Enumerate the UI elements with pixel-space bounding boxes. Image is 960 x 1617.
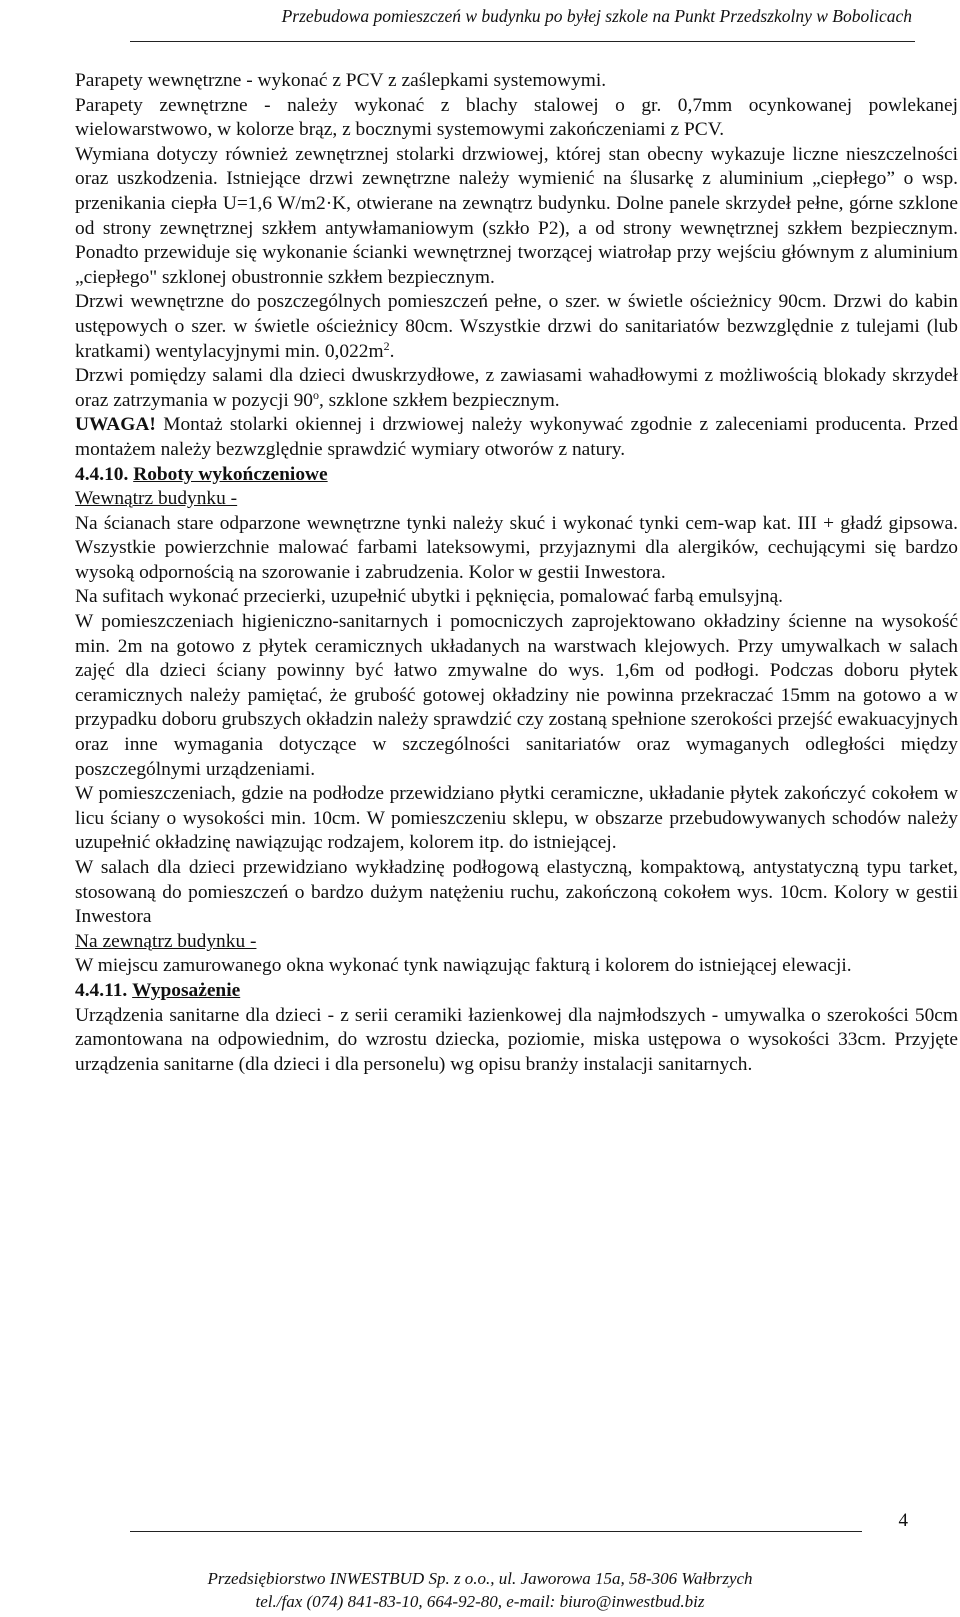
section-title: Roboty wykończeniowe — [133, 463, 328, 485]
section-title: Wyposażenie — [132, 979, 241, 1001]
paragraph-end: . — [389, 340, 395, 362]
paragraph-uwaga-text: Montaż stolarki okiennej i drzwiowej należy wykonywać zgodnie z zaleceniami producenta. Przed montażem należy bezwzględnie sprawdzić wymiary otworów z natury. — [75, 414, 958, 460]
paragraph-tynki: Na ścianach stare odparzone wewnętrzne tynki należy skuć i wykonać tynki cem-wap kat. III + gładź gipsowa. Wszystkie powierzchnie malować farbami lateksowymi, przyjaznymi dla alergików, cechującymi się bardzo wysoką odpornością na szorowanie i zabrudzenia. Kolor w gestii Inwestora. — [75, 512, 958, 583]
paragraph-drzwi-salami-text: Drzwi pomiędzy salami dla dzieci dwuskrzydłowe, z zawiasami wahadłowymi z możliwością blokady skrzydeł oraz zatrzymania w pozycji 90 — [75, 365, 958, 411]
paragraph-sufity: Na sufitach wykonać przecierki, uzupełnić ubytki i pęknięcia, pomalować farbą emulsyjną. — [75, 586, 784, 608]
paragraph-elewacja: W miejscu zamurowanego okna wykonać tynk nawiązując fakturą i kolorem do istniejącej elewacji. — [75, 955, 852, 977]
paragraph-stolarka-text: Wymiana dotyczy również zewnętrznej stolarki drzwiowej, której stan obecny wykazuje liczne nieszczelności oraz uszkodzenia. Istniejące drzwi zewnętrzne należy wymienić na ślusarkę z aluminium „ciepłego” o wsp. przenikania ciepła U=1,6 W/m2·K, otwierane na zewnątrz budynku. Dolne panele skrzydeł pełne, górne szklone od strony zewnętrznej szkłem antywłamaniowym (szkło P2), a od strony wewnętrznej szkłem bezpiecznym. Ponadto przewiduje się wykonanie ścianki wewnętrznej tworzącej wiatrołap przy wejściu głównym z aluminium „ciepłego" szklonej obustronnie szkłem bezpiecznym. — [75, 143, 958, 288]
page-header — [0, 0, 960, 40]
paragraph-drzwi-wewnetrzne — [75, 290, 958, 364]
paragraph-plytki-scienne: W pomieszczeniach higieniczno-sanitarnych i pomocniczych zaprojektowano okładziny ścienne na wysokość min. 2m na gotowo z płytek ceramicznych układanych na warstwach klejowych. Przy umywalkach w salach zajęć dla dzieci ściany powinny być łatwo zmywalne do wys. 1,6m od podłogi. Podczas doboru płytek ceramicznych należy pamiętać, że grubość gotowej okładziny nie powinna przekraczać 15mm na gotowo a w przypadku doboru grubszych okładzin należy sprawdzić czy zostaną spełnione szerokości przejść ewakuacyjnych oraz inne wymagania dotyczące w szczególności sanitariatów oraz wymaganych odległości między poszczególnymi urządzeniami. — [75, 611, 958, 780]
superscript-degree: o — [312, 387, 319, 402]
footer-rule — [130, 1531, 862, 1532]
paragraph-parapety-zewnetrzne: Parapety zewnętrzne - należy wykonać z blachy stalowej o gr. 0,7mm ocynkowanej powlekanej wielowarstwowo, w kolorze brąz, z bocznymi systemowymi zakończeniami z PCV. — [75, 94, 958, 141]
paragraph-uwaga — [75, 413, 958, 462]
header-rule — [130, 41, 915, 42]
section-heading-4-4-10 — [75, 463, 958, 488]
paragraph-parapety-wewnetrzne: Parapety wewnętrzne - wykonać z PCV z zaślepkami systemowymi. — [75, 70, 607, 91]
footer-contact: tel./fax (074) 841-83-10, 664-92-80, e-mail: biuro@inwestbud.biz — [255, 1592, 705, 1611]
paragraph-drzwi-salami — [75, 364, 958, 413]
subheading-zewnatrz: Na zewnątrz budynku - — [75, 930, 257, 952]
paragraph-drzwi-wewnetrzne-text: Drzwi wewnętrzne do poszczególnych pomieszczeń pełne, o szer. w świetle ościeżnicy 90cm. Drzwi do kabin ustępowych o szer. w świetle ościeżnicy 80cm. Wszystkie drzwi do sanitariatów bezwzględnie z tulejami (lub kratkami) wentylacyjnymi min. 0,022m — [75, 291, 958, 362]
page-number: 4 — [898, 1510, 908, 1531]
section-number: 4.4.10. — [75, 463, 129, 485]
paragraph-plytki-podlogowe: W pomieszczeniach, gdzie na podłodze przewidziano płytki ceramiczne, układanie płytek zakończyć cokołem w licu ściany o wysokości min. 10cm. W pomieszczeniu sklepu, w obszarze przebudowywanych schodów należy uzupełnić okładzinę nawiązując rodzajem, kolorem itp. do istniejącej. — [75, 783, 958, 854]
document-body — [75, 69, 958, 1077]
paragraph-stolarka-zewnetrzna — [75, 143, 958, 291]
uwaga-label: UWAGA! — [75, 414, 156, 436]
paragraph-end: , szklone szkłem bezpiecznym. — [318, 389, 560, 411]
paragraph-urzadzenia-sanitarne: Urządzenia sanitarne dla dzieci - z serii ceramiki łazienkowej dla najmłodszych - umywalka o szerokości 50cm zamontowana na odpowiednim, do wzrostu dziecka, poziomie, miska ustępowa o wysokości 33cm. Przyjęte urządzenia sanitarne (dla dzieci i dla personelu) wg opisu branży instalacji sanitarnych. — [75, 1004, 958, 1075]
superscript-m2: 2 — [383, 338, 390, 353]
footer-company-address: Przedsiębiorstwo INWESTBUD Sp. z o.o., ul. Jaworowa 15a, 58-306 Wałbrzych — [207, 1569, 753, 1588]
header-title: Przebudowa pomieszczeń w budynku po byłej szkole na Punkt Przedszkolny w Bobolicach — [281, 6, 912, 26]
section-heading-4-4-11 — [75, 979, 958, 1004]
section-number: 4.4.11. — [75, 979, 128, 1001]
paragraph-wykladzina: W salach dla dzieci przewidziano wykładzinę podłogową elastyczną, kompaktową, antystatyczną typu tarket, stosowaną do pomieszczeń o bardzo dużym natężeniu ruchu, zakończoną cokołem wys. 10cm. Kolory w gestii Inwestora — [75, 857, 958, 928]
subheading-wewnatrz: Wewnątrz budynku - — [75, 488, 238, 510]
